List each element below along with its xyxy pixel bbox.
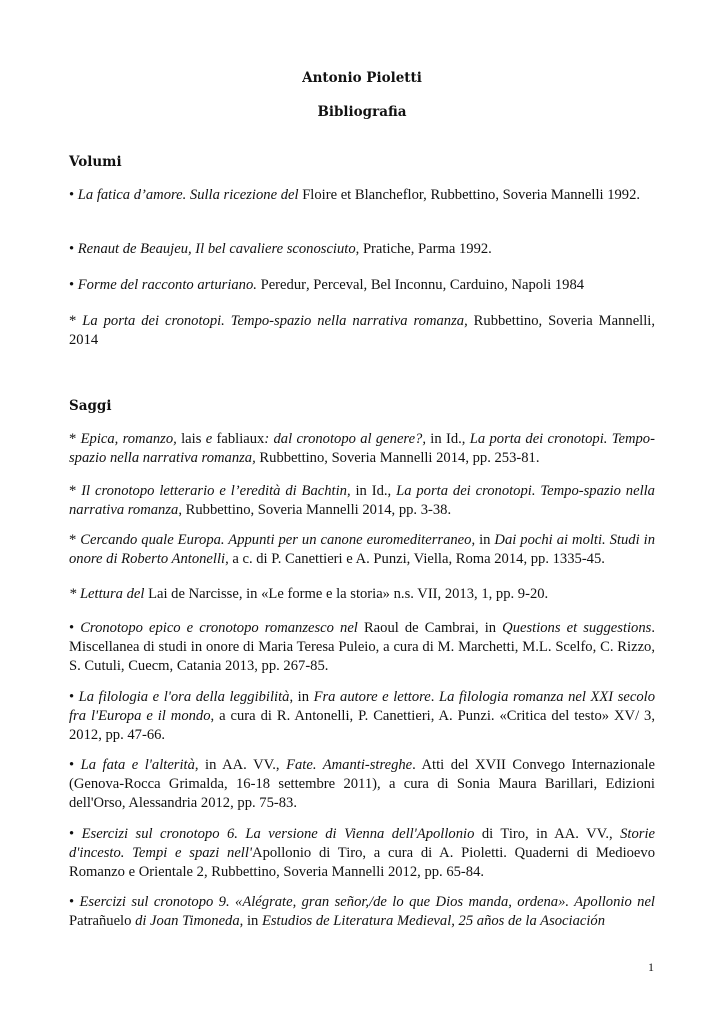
entry-text-segment: * bbox=[69, 431, 81, 447]
entry-text-segment: , bbox=[363, 277, 371, 293]
entry-text-segment: in Id., bbox=[426, 431, 470, 447]
entry-text-segment: La fatica d’amore. Sulla ricezione del bbox=[77, 187, 303, 203]
entry-text-segment: Perceval bbox=[313, 277, 364, 293]
entry-text-segment: lais bbox=[181, 431, 206, 447]
entry-text-segment: Esercizi sul cronotopo 9. «Alégrate, gran señor,/de lo que Dios manda, ordena». Apollonio nel bbox=[79, 894, 655, 910]
entry-text-segment: Fra autore e lettore bbox=[313, 689, 431, 705]
entry-text-segment: Il cronotopo letterario e l’eredità di Bachtin bbox=[81, 483, 347, 499]
entry-text-segment: , in bbox=[471, 532, 495, 548]
entry-text-segment: • bbox=[69, 757, 81, 773]
entry-text-segment: , in AA. VV., bbox=[194, 757, 287, 773]
author-name: Antonio Pioletti bbox=[302, 70, 422, 86]
entry-text-segment: Floire et Blancheflor, Rubbettino, Soveria Mannelli 1992. bbox=[302, 187, 641, 203]
entry-text-segment: Carduino, Napoli 1984 bbox=[449, 277, 585, 293]
document-title: Bibliografia bbox=[317, 104, 407, 120]
entry-text-segment: La porta dei cronotopi. Tempo-spazio nella narrativa romanza bbox=[82, 313, 465, 329]
entry-text-segment: Patrañuelo bbox=[69, 913, 136, 929]
entry-text-segment: La filologia e l'ora della leggibilità bbox=[78, 689, 290, 705]
entry-text-segment: La fata e l'alterità bbox=[80, 757, 195, 773]
entry-text-segment: , bbox=[442, 277, 450, 293]
bibliography-entry bbox=[69, 276, 655, 295]
entry-text-segment: Rubbettino, Soveria Mannelli 2014, pp. 253-81. bbox=[255, 450, 540, 466]
entry-text-segment: La filologia romanza nel XXI secolo fra l'Europa e il mondo bbox=[69, 689, 655, 724]
entry-text-segment: • bbox=[69, 894, 80, 910]
entry-text-segment: Estudios de Literatura Medieval, 25 años de la Asociación bbox=[261, 913, 606, 929]
entry-text-segment: , in bbox=[289, 689, 314, 705]
entry-text-segment: Forme del racconto arturiano. bbox=[77, 277, 257, 293]
entry-text-segment: Fate. Amanti-streghe bbox=[286, 757, 413, 773]
bibliography-entry bbox=[69, 893, 655, 931]
bibliography-entry bbox=[69, 585, 655, 604]
entry-text-segment: La porta dei cronotopi. Tempo-spazio nella narrativa romanza bbox=[69, 483, 655, 518]
entry-text-segment: , a cura di R. Antonelli, P. Canettieri, A. Punzi. «Critica del testo» XV/ 3, 2012, pp. 47-66. bbox=[69, 708, 656, 743]
entry-text-segment: • bbox=[69, 187, 78, 203]
entry-text-segment: * bbox=[69, 532, 81, 548]
entry-text-segment: • bbox=[69, 689, 79, 705]
bibliography-entry bbox=[69, 430, 655, 468]
entry-text-segment: • bbox=[69, 826, 82, 842]
page-number: 1 bbox=[648, 960, 654, 974]
entry-text-segment: e bbox=[205, 431, 217, 447]
entry-text-segment: La porta dei cronotopi. Tempo-spazio nella narrativa romanza, bbox=[69, 431, 655, 466]
entry-text-segment: • bbox=[69, 277, 78, 293]
entry-text-segment: . Miscellanea di studi in onore di Maria Teresa Puleio, a cura di M. Marchetti, M.L. Scelfo, C. Rizzo, S. Cutuli, Cuecm, Catania 2013, pp. 267-85. bbox=[69, 620, 655, 674]
entry-text-segment: di Joan Timoneda bbox=[135, 913, 240, 929]
bibliography-entry bbox=[69, 186, 655, 205]
entry-text-segment: , in Id., bbox=[346, 483, 397, 499]
entry-text-segment: Cercando quale Europa. Appunti per un canone euromediterraneo bbox=[80, 532, 472, 548]
entry-text-segment: Storie d'incesto. Tempi e spazi nell' bbox=[69, 826, 655, 861]
entry-text-segment: fabliaux bbox=[216, 431, 265, 447]
entry-text-segment: , in bbox=[239, 913, 262, 929]
section-heading-saggi: Saggi bbox=[69, 398, 112, 414]
bibliography-entry bbox=[69, 619, 655, 676]
entry-text-segment: • bbox=[69, 620, 81, 636]
bibliography-entry bbox=[69, 825, 655, 882]
entry-text-segment: Renaut de Beaujeu, Il bel cavaliere sconosciuto bbox=[77, 241, 356, 257]
entry-text-segment: * bbox=[69, 483, 82, 499]
entry-text-segment: Lai de Narcisse, in «Le forme e la storia» n.s. VII, 2013, 1, pp. 9-20. bbox=[148, 586, 549, 602]
bibliography-entry bbox=[69, 312, 655, 350]
entry-text-segment: Raoul de Cambrai, in bbox=[363, 620, 503, 636]
entry-text-segment: Questions et suggestions bbox=[502, 620, 652, 636]
entry-text-segment: Dai pochi ai molti. Studi in onore di Roberto Antonelli bbox=[69, 532, 655, 567]
bibliography-entry bbox=[69, 531, 655, 569]
bibliography-entry bbox=[69, 482, 655, 520]
entry-text-segment: Apollonio di Tiro, a cura di A. Pioletti. Quaderni di Medioevo Romanzo e Orientale 2, Rubbettino, Soveria Mannelli 2012, pp. 65-84. bbox=[69, 845, 655, 880]
bibliography-entry bbox=[69, 756, 655, 813]
bibliography-entry bbox=[69, 240, 655, 259]
entry-text-segment: . bbox=[430, 689, 439, 705]
entry-text-segment: Epica, romanzo, bbox=[80, 431, 182, 447]
section-heading-volumi: Volumi bbox=[69, 154, 122, 170]
entry-text-segment: , Pratiche, Parma 1992. bbox=[355, 241, 492, 257]
entry-text-segment: , Rubbettino, Soveria Mannelli 2014, pp. 3-38. bbox=[178, 502, 452, 518]
entry-text-segment: Cronotopo epico e cronotopo romanzesco nel bbox=[80, 620, 364, 636]
entry-text-segment: . Atti del XVII Convego Internazionale (Genova-Rocca Grimalda, 16-18 settembre 2011), a cura di Sonia Maura Barillari, Edizioni dell'Orso, Alessandria 2012, pp. 75-83. bbox=[69, 757, 656, 811]
entry-text-segment: * bbox=[69, 313, 83, 329]
entry-text-segment: • bbox=[69, 241, 78, 257]
bibliography-entry bbox=[69, 688, 655, 745]
entry-text-segment: * Lettura del bbox=[69, 586, 149, 602]
entry-text-segment: , bbox=[305, 277, 314, 293]
entry-text-segment: , Rubbettino, Soveria Mannelli, 2014 bbox=[69, 313, 655, 348]
entry-text-segment: : dal cronotopo al genere?, bbox=[264, 431, 426, 447]
entry-text-segment: Bel Inconnu bbox=[370, 277, 443, 293]
entry-text-segment: Peredur bbox=[256, 277, 306, 293]
entry-text-segment: , a c. di P. Canettieri e A. Punzi, Viella, Roma 2014, pp. 1335-45. bbox=[225, 551, 605, 567]
entry-text-segment: di Tiro, in AA. VV., bbox=[474, 826, 621, 842]
entry-text-segment: Esercizi sul cronotopo 6. La versione di Vienna dell'Apollonio bbox=[81, 826, 475, 842]
